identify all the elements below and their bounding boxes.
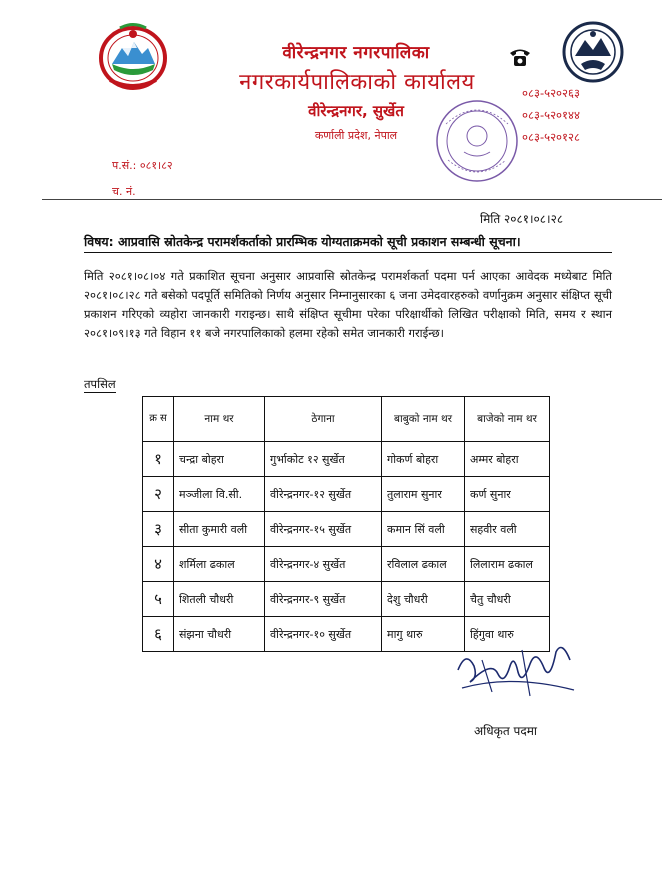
address-cell: वीरेन्द्रनगर-९ सुर्खेत: [265, 582, 382, 617]
father-cell: कमान सिं वली: [382, 512, 465, 547]
table-row: [143, 582, 550, 617]
office-name: नगरकार्यपालिकाको कार्यालय: [239, 70, 475, 95]
address-cell: वीरेन्द्रनगर-१० सुर्खेत: [265, 617, 382, 652]
phone-number: ०८३-५२०१२८: [522, 130, 580, 144]
details-heading: तपसिल: [84, 377, 116, 391]
serial-cell: ६: [143, 617, 174, 652]
signature-icon: [452, 630, 582, 710]
table-row: [143, 547, 550, 582]
name-cell: चन्द्रा बोहरा: [174, 442, 265, 477]
name-cell: मञ्जीला वि.सी.: [174, 477, 265, 512]
reference-number: प.सं.: ०८१।८२: [112, 159, 173, 172]
address-cell: वीरेन्द्रनगर-४ सुर्खेत: [265, 547, 382, 582]
province-name: कर्णाली प्रदेश, नेपाल: [314, 129, 398, 142]
municipality-name: वीरेन्द्रनगर नगरपालिका: [282, 43, 430, 63]
grandfather-cell: लिलाराम ढकाल: [465, 547, 550, 582]
table-row: [143, 477, 550, 512]
nepal-emblem-icon: [98, 22, 168, 92]
phone-number: ०८३-५२०२६३: [522, 86, 580, 100]
header-divider: [42, 199, 662, 200]
municipality-logo-icon: [561, 20, 625, 84]
header-name: नाम थर: [174, 397, 265, 442]
serial-cell: १: [143, 442, 174, 477]
grandfather-cell: कर्ण सुनार: [465, 477, 550, 512]
address-cell: गुर्भाकोट १२ सुर्खेत: [265, 442, 382, 477]
table-row: [143, 442, 550, 477]
name-cell: शर्मिला ढकाल: [174, 547, 265, 582]
candidate-table: [142, 396, 550, 652]
office-address: वीरेन्द्रनगर, सुर्खेत: [308, 102, 404, 120]
serial-cell: ५: [143, 582, 174, 617]
father-cell: तुलाराम सुनार: [382, 477, 465, 512]
name-cell: सीता कुमारी वली: [174, 512, 265, 547]
table-row: [143, 512, 550, 547]
serial-cell: २: [143, 477, 174, 512]
name-cell: शितली चौधरी: [174, 582, 265, 617]
dispatch-number: च. नं.: [112, 185, 136, 198]
subject-line: विषय: आप्रवासि स्रोतकेन्द्र परामर्शकर्ताको प्रारम्भिक योग्यताक्रमको सूची प्रकाशन सम्बन्धी सूचना।: [84, 233, 612, 253]
phone-number: ०८३-५२०१४४: [522, 108, 580, 122]
phone-numbers: [522, 82, 650, 148]
father-cell: रविलाल ढकाल: [382, 547, 465, 582]
header-grandfather-name: बाजेको नाम थर: [465, 397, 550, 442]
address-cell: वीरेन्द्रनगर-१५ सुर्खेत: [265, 512, 382, 547]
header-father-name: बाबुको नाम थर: [382, 397, 465, 442]
reference-block: [112, 153, 173, 205]
father-cell: मागु थारु: [382, 617, 465, 652]
header-serial: क्र स: [143, 397, 174, 442]
telephone-icon: [508, 46, 532, 68]
serial-cell: ३: [143, 512, 174, 547]
signatory-title: अधिकृत पदमा: [474, 724, 537, 738]
grandfather-cell: हिंगुवा थारु: [465, 617, 550, 652]
serial-cell: ४: [143, 547, 174, 582]
father-cell: गोकर्ण बोहरा: [382, 442, 465, 477]
address-cell: वीरेन्द्रनगर-१२ सुर्खेत: [265, 477, 382, 512]
father-cell: देशु चौधरी: [382, 582, 465, 617]
document-date: मिति २०८१।०८।२८: [480, 212, 564, 226]
grandfather-cell: चैतु चौधरी: [465, 582, 550, 617]
header-address: ठेगाना: [265, 397, 382, 442]
notice-body: मिति २०८१।०८।०४ गते प्रकाशित सूचना अनुसार आप्रवासि स्रोतकेन्द्र परामर्शकर्ता पदमा पर्न आएका आवेदक मध्येबाट मिति २०८१।०८।२८ गते बसेको पदपूर्ति समितिको निर्णय अनुसार निम्नानुसारका ६ जना उमेदवारहरुको वर्णानुक्रम अनुसार संक्षिप्त सूची प्रकाशन गरिएको व्यहोरा जानकारी गराइन्छ। साथै संक्षिप्त सूचीमा परेका परिक्षार्थीको लिखित परीक्षाको मिति, समय र स्थान २०८१।०९।१३ गते विहान ११ बजे नगरपालिकाको हलमा रहेको समेत जानकारी गराईन्छ।: [84, 269, 612, 340]
grandfather-cell: अम्मर बोहरा: [465, 442, 550, 477]
table-header-row: [143, 397, 550, 442]
grandfather-cell: सहवीर वली: [465, 512, 550, 547]
name-cell: संझना चौधरी: [174, 617, 265, 652]
office-stamp-icon: [430, 94, 524, 188]
